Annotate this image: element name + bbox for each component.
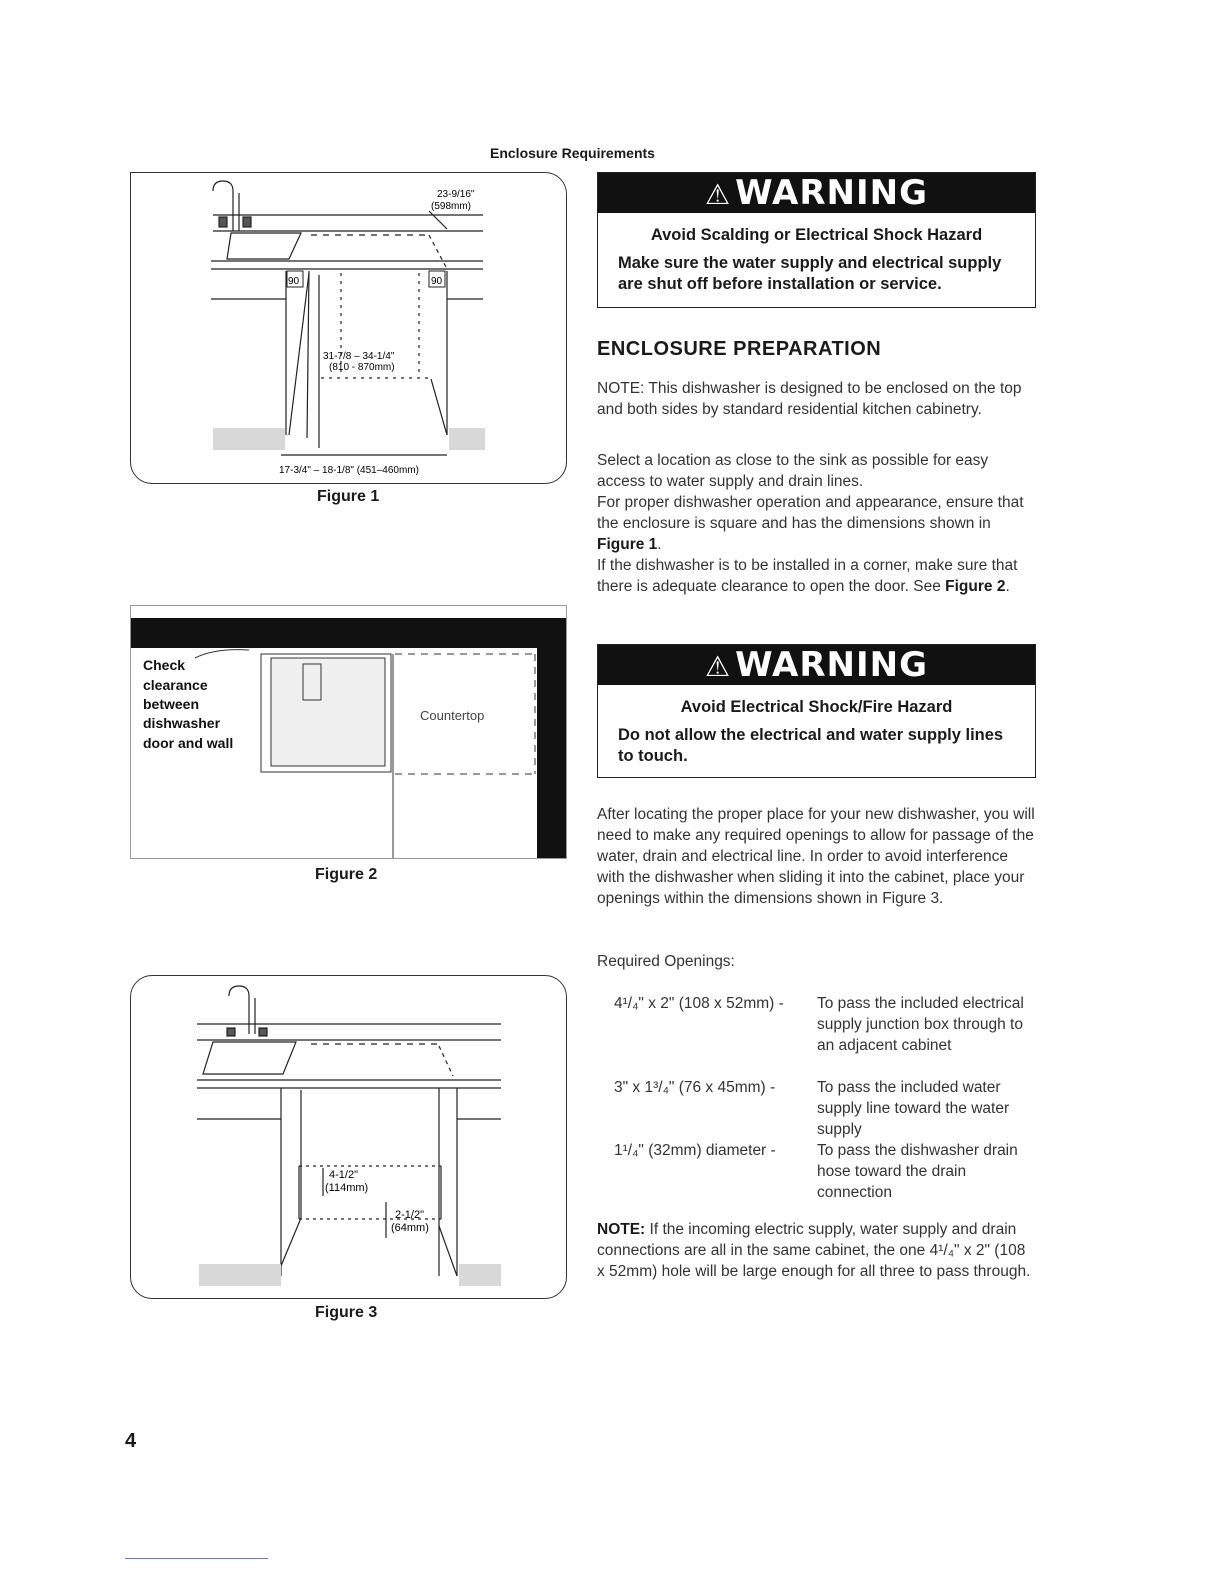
after-paragraph: After locating the proper place for your new dishwasher, you will need to make any required openings to allow for passage of the water, drain and electrical line. In order to avoid interference with the dishwasher when sliding it into the cabinet, place your openings within the dimensions shown in Figure 3. [597, 806, 1035, 907]
figure-1-diagram [131, 173, 566, 483]
section-p2: For proper dishwasher operation and appearance, ensure that the enclosure is square and has the dimensions shown in Figure 1. [597, 494, 1024, 553]
warning-body-1: Make sure the water supply and electrical supply are shut off before installation or service. [618, 254, 1002, 293]
figure-2 [130, 605, 567, 859]
fig3-dim1-mm: (114mm) [325, 1182, 369, 1194]
svg-text:dishwasher: dishwasher [143, 715, 221, 731]
fig1-height: 31-7/8 – 34-1/4" [323, 351, 395, 362]
fig3-dim2: 2-1/2" [395, 1209, 424, 1221]
opening-desc-3: To pass the dishwasher drain hose toward the drain connection [817, 1142, 1018, 1201]
warning-title-2: Avoid Electrical Shock/Fire Hazard [680, 698, 953, 716]
fig2-countertop: Countertop [420, 708, 485, 723]
svg-text:between: between [143, 696, 200, 712]
final-note-label: NOTE: [597, 1221, 646, 1238]
figure-2-ref: Figure 2 [945, 578, 1006, 595]
warning-body-2: Do not allow the electrical and water supply lines to touch. [618, 726, 1004, 765]
fig3-dim2-mm: (64mm) [391, 1222, 429, 1234]
fig1-top-label: 23-9/16" [437, 189, 475, 200]
figure-2-diagram [131, 606, 566, 858]
warning-header-2 [598, 645, 1035, 685]
openings-heading: Required Openings: [597, 953, 735, 970]
warning-triangle-icon: ⚠ [704, 178, 732, 211]
warning-header-1 [598, 173, 1035, 213]
opening-size-3: 1¹/₄" (32mm) diameter - [614, 1142, 776, 1159]
section-note: NOTE: This dishwasher is designed to be enclosed on the top and both sides by standard residential kitchen cabinetry. [597, 380, 1022, 418]
warning-triangle-icon: ⚠ [704, 650, 732, 683]
warning-box-2 [597, 644, 1036, 778]
figure-1-ref: Figure 1 [597, 536, 658, 553]
opening-desc-1: To pass the included electrical supply junction box through to an adjacent cabinet [817, 995, 1024, 1054]
final-note: NOTE: If the incoming electric supply, water supply and drain connections are all in the same cabinet, the one 4¹/₄" x 2" (108 x 52mm) hole will be large enough for all three to pass through. [597, 1221, 1031, 1280]
svg-text:clearance: clearance [143, 677, 208, 693]
figure-3 [130, 975, 567, 1299]
fig1-angle-left: 90 [288, 276, 300, 287]
figure-3-caption: Figure 3 [315, 1304, 378, 1321]
section-p1: Select a location as close to the sink as possible for easy access to water supply and drain lines. [597, 452, 989, 490]
page-number: 4 [125, 1430, 137, 1452]
svg-text:door and wall: door and wall [143, 735, 234, 751]
figure-1-caption: Figure 1 [317, 488, 380, 505]
fig3-dim1: 4-1/2" [329, 1169, 358, 1181]
fig1-width: 17-3/4" – 18-1/8" (451–460mm) [279, 465, 419, 476]
svg-text:Check: Check [143, 657, 186, 673]
fig1-height-mm: (810 - 870mm) [329, 362, 395, 373]
warning-label-2: WARNING [735, 645, 929, 685]
warning-label-1: WARNING [735, 173, 929, 213]
warning-title-1: Avoid Scalding or Electrical Shock Hazard [650, 226, 983, 244]
figure-2-caption: Figure 2 [315, 866, 378, 883]
footer-divider [125, 1558, 268, 1559]
opening-size-1: 4¹/₄" x 2" (108 x 52mm) - [614, 995, 784, 1012]
fig1-angle-right: 90 [431, 276, 443, 287]
opening-desc-2: To pass the included water supply line toward the water supply [817, 1079, 1010, 1138]
warning-box-1 [597, 172, 1036, 308]
figure-1 [130, 172, 567, 484]
figure-3-diagram [131, 976, 566, 1298]
page-header: Enclosure Requirements [490, 145, 655, 161]
opening-size-2: 3" x 1³/₄" (76 x 45mm) - [614, 1079, 776, 1096]
section-p3: If the dishwasher is to be installed in a corner, make sure that there is adequate clearance to open the door. See Figure 2. [597, 557, 1018, 595]
fig1-top-mm: (598mm) [431, 201, 472, 212]
section-title: ENCLOSURE PREPARATION [597, 338, 882, 360]
